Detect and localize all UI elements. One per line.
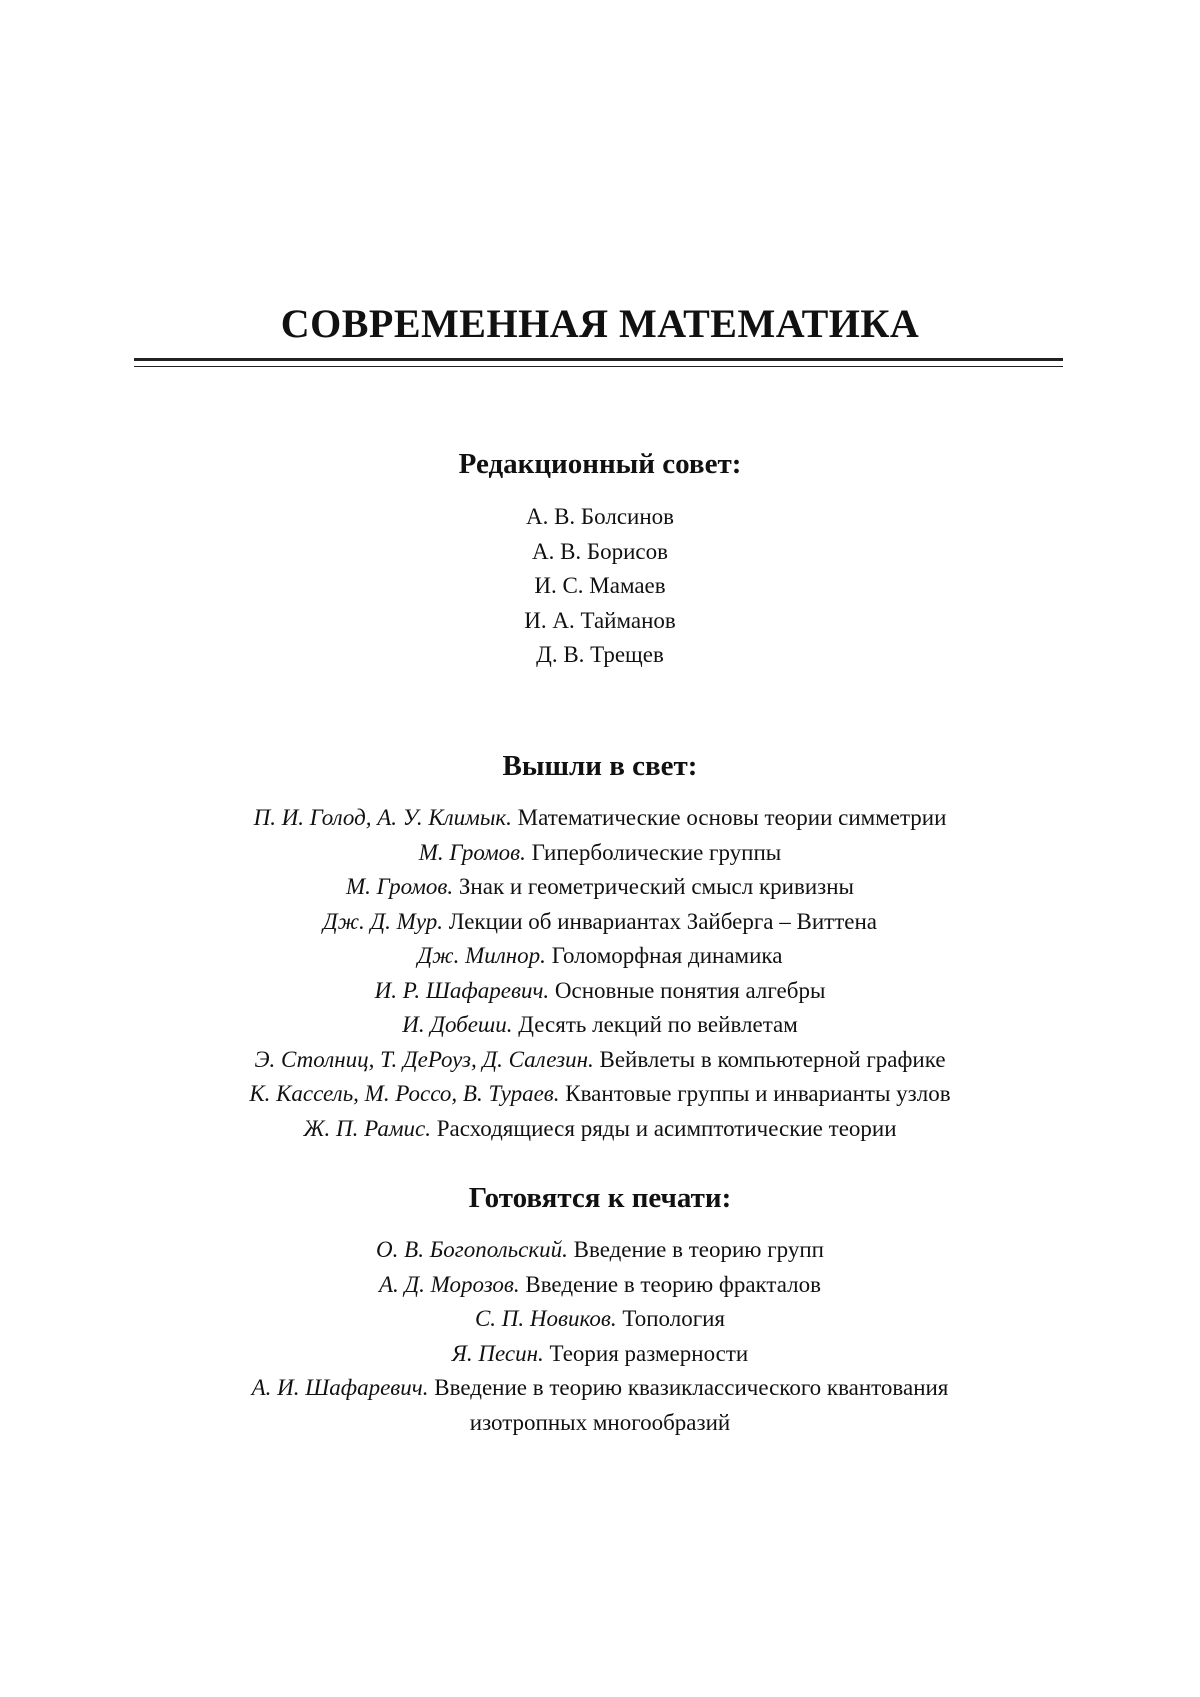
forthcoming-heading: Готовятся к печати: [468, 1182, 732, 1214]
book-entry [0, 1008, 1200, 1043]
book-title-continuation: изотропных многообразий [469, 1409, 731, 1435]
title-rule-thin [134, 366, 1063, 367]
book-author: Ж. П. Рамис. [303, 1115, 431, 1141]
book-author: Э. Столниц, Т. ДеРоуз, Д. Салезин. [254, 1046, 594, 1072]
book-entry [0, 1112, 1200, 1147]
book-entry [0, 1043, 1200, 1078]
book-entry [0, 801, 1200, 836]
book-title: Голоморфная динамика [551, 943, 783, 968]
book-author: И. Добеши. [402, 1012, 513, 1037]
book-title: Знак и геометрический смысл кривизны [458, 874, 854, 899]
book-title: Расходящиеся ряды и асимптотические теории [436, 1115, 897, 1141]
board-member: Д. В. Трещев [536, 642, 664, 667]
book-author: Я. Песин. [451, 1340, 544, 1366]
book-entry [0, 1302, 1200, 1337]
book-entry [0, 939, 1200, 974]
book-author: А. Д. Морозов. [378, 1271, 520, 1297]
editorial-board-heading: Редакционный совет: [458, 448, 742, 480]
book-title: Введение в теорию фракталов [525, 1271, 821, 1297]
board-member: А. В. Борисов [531, 538, 669, 564]
book-author: О. В. Богопольский. [376, 1237, 568, 1262]
book-author: Дж. Милнор. [417, 943, 546, 968]
book-title: Гиперболические группы [531, 839, 782, 865]
book-title: Десять лекций по вейвлетам [518, 1012, 798, 1037]
book-author: К. Кассель, М. Россо, В. Тураев. [249, 1081, 560, 1106]
published-heading: Вышли в свет: [502, 750, 698, 782]
forthcoming-books-list [0, 1233, 1200, 1440]
book-title: Вейвлеты в компьютерной графике [599, 1046, 946, 1072]
book-title: Топология [622, 1306, 726, 1331]
book-author: Дж. Д. Мур. [323, 908, 443, 934]
book-title: Теория размерности [549, 1340, 749, 1366]
book-author: П. И. Голод, А. У. Климык. [253, 805, 512, 830]
book-author: А. И. Шафаревич. [251, 1375, 429, 1400]
book-entry [0, 1077, 1200, 1112]
series-title: СОВРЕМЕННАЯ МАТЕМАТИКА [280, 301, 920, 346]
book-author: М. Громов. [418, 839, 526, 865]
book-title: Математические основы теории симметрии [517, 805, 947, 830]
book-entry [0, 1233, 1200, 1268]
board-member: И. А. Тайманов [524, 607, 676, 633]
title-rule-thick [134, 358, 1063, 361]
book-entry [0, 905, 1200, 940]
book-entry [0, 1371, 1200, 1440]
book-title: Лекции об инвариантах Зайберга – Виттена [448, 908, 877, 934]
board-member: И. С. Мамаев [534, 573, 666, 598]
board-member: А. В. Болсинов [525, 504, 675, 529]
editorial-board-list [0, 500, 1200, 673]
published-books-list [0, 801, 1200, 1146]
book-entry [0, 836, 1200, 871]
book-entry [0, 974, 1200, 1009]
book-title: Основные понятия алгебры [554, 977, 826, 1003]
book-entry [0, 1268, 1200, 1303]
book-title: Введение в теорию квазиклассического квантования [434, 1375, 949, 1400]
book-author: И. Р. Шафаревич. [374, 977, 550, 1003]
book-author: М. Громов. [346, 874, 454, 899]
book-entry [0, 1337, 1200, 1372]
book-entry [0, 870, 1200, 905]
book-title: Введение в теорию групп [573, 1237, 824, 1262]
book-author: С. П. Новиков. [474, 1306, 617, 1331]
book-title: Квантовые группы и инварианты узлов [565, 1081, 951, 1106]
